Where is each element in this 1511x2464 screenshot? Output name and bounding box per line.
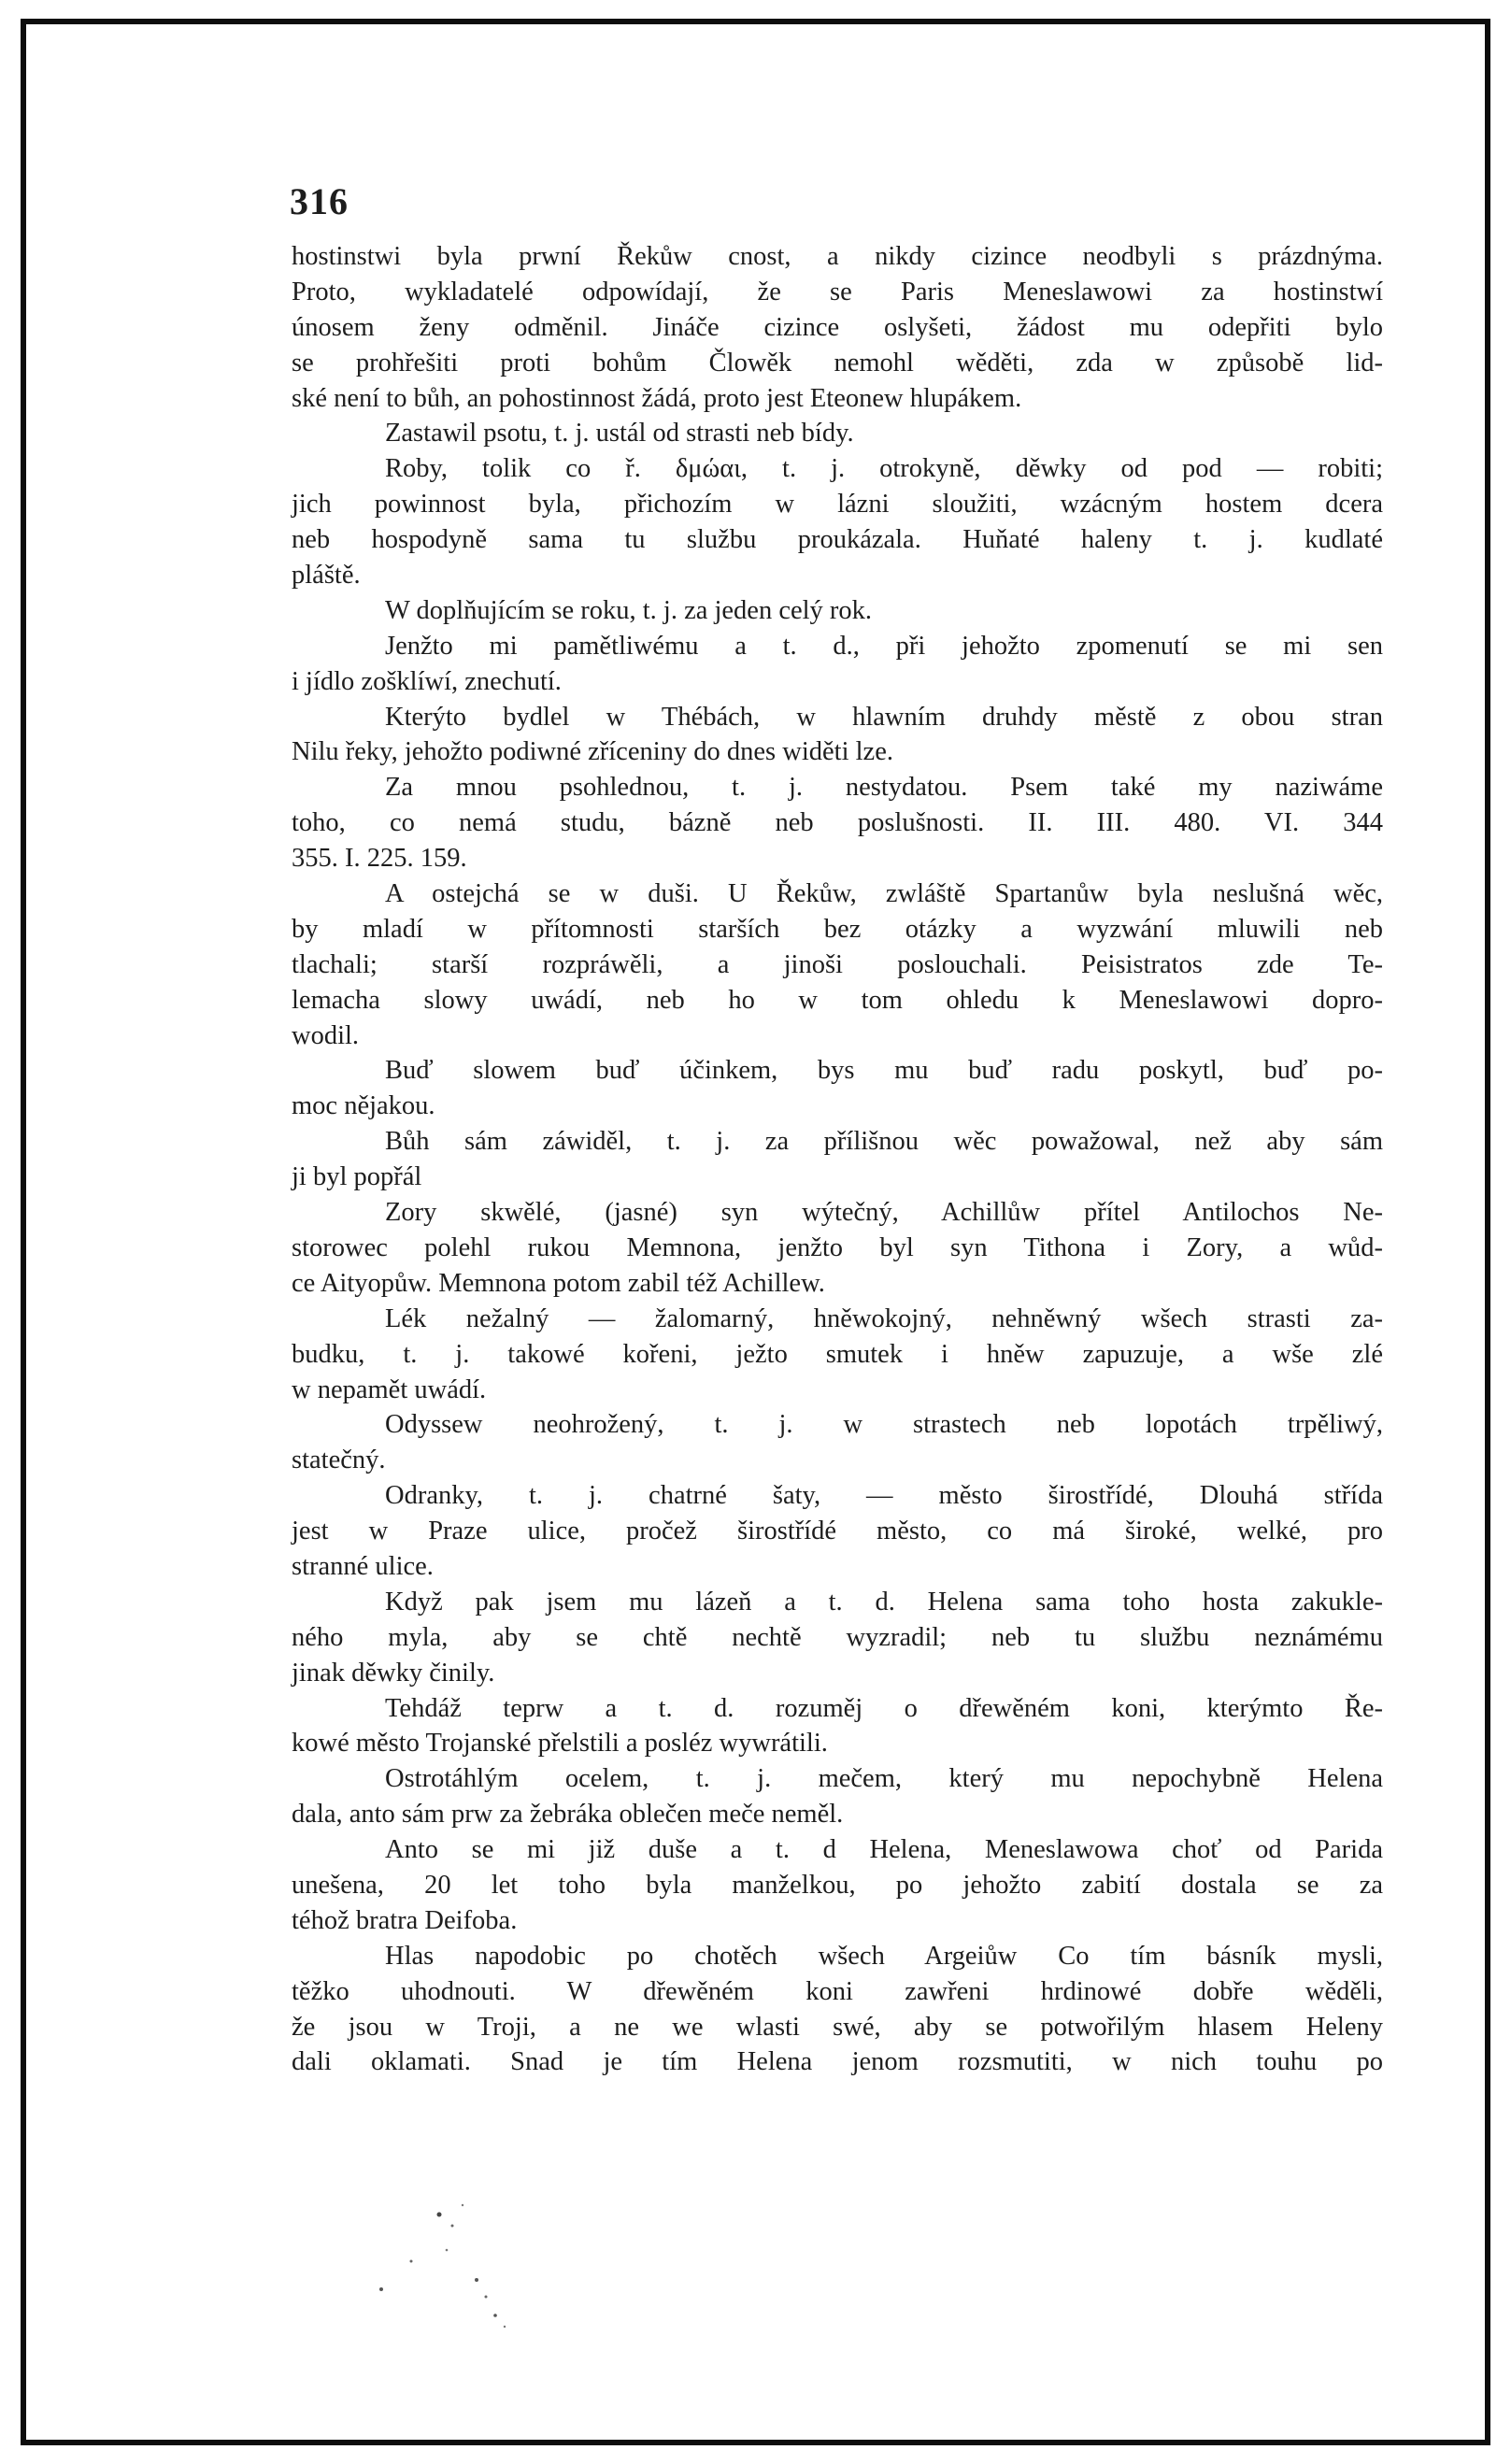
text-line: toho, co nemá studu, bázně neb poslušnosti. II. III. 480. VI. 344 <box>292 808 1383 838</box>
text-line: storowec polehl rukou Memnona, jenžto byl syn Tithona i Zory, a wůd- <box>292 1232 1383 1262</box>
text-line: budku, t. j. takowé kořeni, ježto smutek i hněw zapuzuje, a wše zlé <box>292 1339 1383 1369</box>
text-line: Odranky, t. j. chatrné šaty, — město širostřídé, Dlouhá střída <box>385 1481 1383 1511</box>
text-line: wodil. <box>292 1020 360 1050</box>
text-line: by mladí w přítomnosti starších bez otázky a wyzwání mluwili neb <box>292 914 1383 944</box>
text-line: dala, anto sám prw za žebráka oblečen meče neměl. <box>292 1800 844 1830</box>
text-line: téhož bratra Deifoba. <box>292 1905 518 1935</box>
text-line: ného myla, aby se chtě nechtě wyzradil; neb tu službu neznámému <box>292 1622 1383 1652</box>
text-line: moc nějakou. <box>292 1091 435 1121</box>
text-line: únosem ženy odměnil. Jináče cizince oslyšeti, žádost mu odepřiti bylo <box>292 312 1383 342</box>
text-line: A ostejchá se w duši. U Řekůw, zwláště Spartanůw byla neslušná wěc, <box>385 879 1383 909</box>
text-line: jich powinnost byla, přichozím w lázni sloužiti, wzácným hostem dcera <box>292 490 1383 520</box>
text-line: Bůh sám záwiděl, t. j. za přílišnou wěc powažowal, než aby sám <box>385 1127 1383 1157</box>
text-line: Roby, tolik co ř. δμώαι, t. j. otrokyně, děwky od pod — robiti; <box>385 454 1383 484</box>
text-line: jest w Praze ulice, pročež širostřídé město, co má široké, welké, pro <box>292 1517 1383 1546</box>
text-line: že jsou w Troji, a ne we wlasti swé, aby se potwořilým hlasem Heleny <box>292 2012 1383 2042</box>
text-line: stranné ulice. <box>292 1551 434 1581</box>
text-line: Buď slowem buď účinkem, bys mu buď radu poskytl, buď po- <box>385 1056 1383 1086</box>
text-line: dali oklamati. Snad je tím Helena jenom rozsmutiti, w nich touhu po <box>292 2047 1383 2077</box>
text-line: hostinstwi byla prwní Řekůw cnost, a nikdy cizince neodbyli s prázdnýma. <box>292 242 1383 271</box>
text-line: Zory skwělé, (jasné) syn wýtečný, Achillůw přítel Antilochos Ne- <box>385 1198 1383 1228</box>
page-number: 316 <box>290 180 349 222</box>
text-line: neb hospodyně sama tu službu proukázala. Huňaté haleny t. j. kudlaté <box>292 525 1383 555</box>
text-line: ji byl popřál <box>292 1162 422 1192</box>
text-line: těžko uhodnouti. W dřewěném koni zawřeni hrdinowé dobře wěděli, <box>292 1976 1383 2006</box>
commentary-text <box>292 239 1383 2080</box>
text-line: Ostrotáhlým ocelem, t. j. mečem, který mu nepochybně Helena <box>385 1764 1383 1794</box>
text-line: Hlas napodobic po chotěch wšech Argeiůw Co tím básník mysli, <box>385 1941 1383 1971</box>
text-line: ce Aityopůw. Memnona potom zabil též Achillew. <box>292 1268 825 1298</box>
text-line: se prohřešiti proti bohům Člowěk nemohl wěděti, zda w způsobě lid- <box>292 348 1383 377</box>
text-line: W doplňujícím se roku, t. j. za jeden celý rok. <box>385 595 873 625</box>
text-line: tlachali; starší rozpráwěli, a jinoši poslouchali. Peisistratos zde Te- <box>292 949 1383 979</box>
text-line: lemacha slowy uwádí, neb ho w tom ohledu k Meneslawowi dopro- <box>292 985 1383 1015</box>
text-line: Lék nežalný — žalomarný, hněwokojný, nehněwný wšech strasti za- <box>385 1303 1383 1333</box>
text-line: Kterýto bydlel w Thébách, w hlawním druhdy městě z obou stran <box>385 702 1383 732</box>
text-line: Nilu řeky, jehožto podiwné zříceniny do dnes widěti lze. <box>292 737 893 767</box>
text-line: Tehdáž teprw a t. d. rozuměj o dřewěném koni, kterýmto Ře- <box>385 1693 1383 1723</box>
text-line: i jídlo zošklíwí, znechutí. <box>292 666 562 696</box>
text-line: ské není to bůh, an pohostinnost žádá, proto jest Eteonew hlupákem. <box>292 383 1022 413</box>
text-line: w nepamět uwádí. <box>292 1374 487 1404</box>
text-line: Jenžto mi pamětliwému a t. d., při jehožto zpomenutí se mi sen <box>385 631 1383 661</box>
print-specks <box>355 2177 570 2364</box>
text-line: Anto se mi již duše a t. d Helena, Meneslawowa choť od Parida <box>385 1835 1383 1865</box>
text-line: kowé město Trojanské přelstili a posléz wywrátili. <box>292 1729 828 1759</box>
text-line: Proto, wykladatelé odpowídají, že se Paris Meneslawowi za hostinstwí <box>292 277 1383 306</box>
text-line: Zastawil psotu, t. j. ustál od strasti neb bídy. <box>385 419 854 449</box>
text-line: statečný. <box>292 1446 386 1475</box>
text-line: Za mnou psohlednou, t. j. nestydatou. Psem také my naziwáme <box>385 773 1383 803</box>
text-line: pláště. <box>292 561 361 591</box>
text-line: jinak děwky činily. <box>292 1658 495 1688</box>
text-line: Když pak jsem mu lázeň a t. d. Helena sama toho hosta zakukle- <box>385 1587 1383 1617</box>
text-line: unešena, 20 let toho byla manželkou, po jehožto zabití dostala se za <box>292 1870 1383 1900</box>
text-line: 355. I. 225. 159. <box>292 844 467 874</box>
text-line: Odyssew neohrožený, t. j. w strastech neb lopotách trpěliwý, <box>385 1410 1383 1440</box>
